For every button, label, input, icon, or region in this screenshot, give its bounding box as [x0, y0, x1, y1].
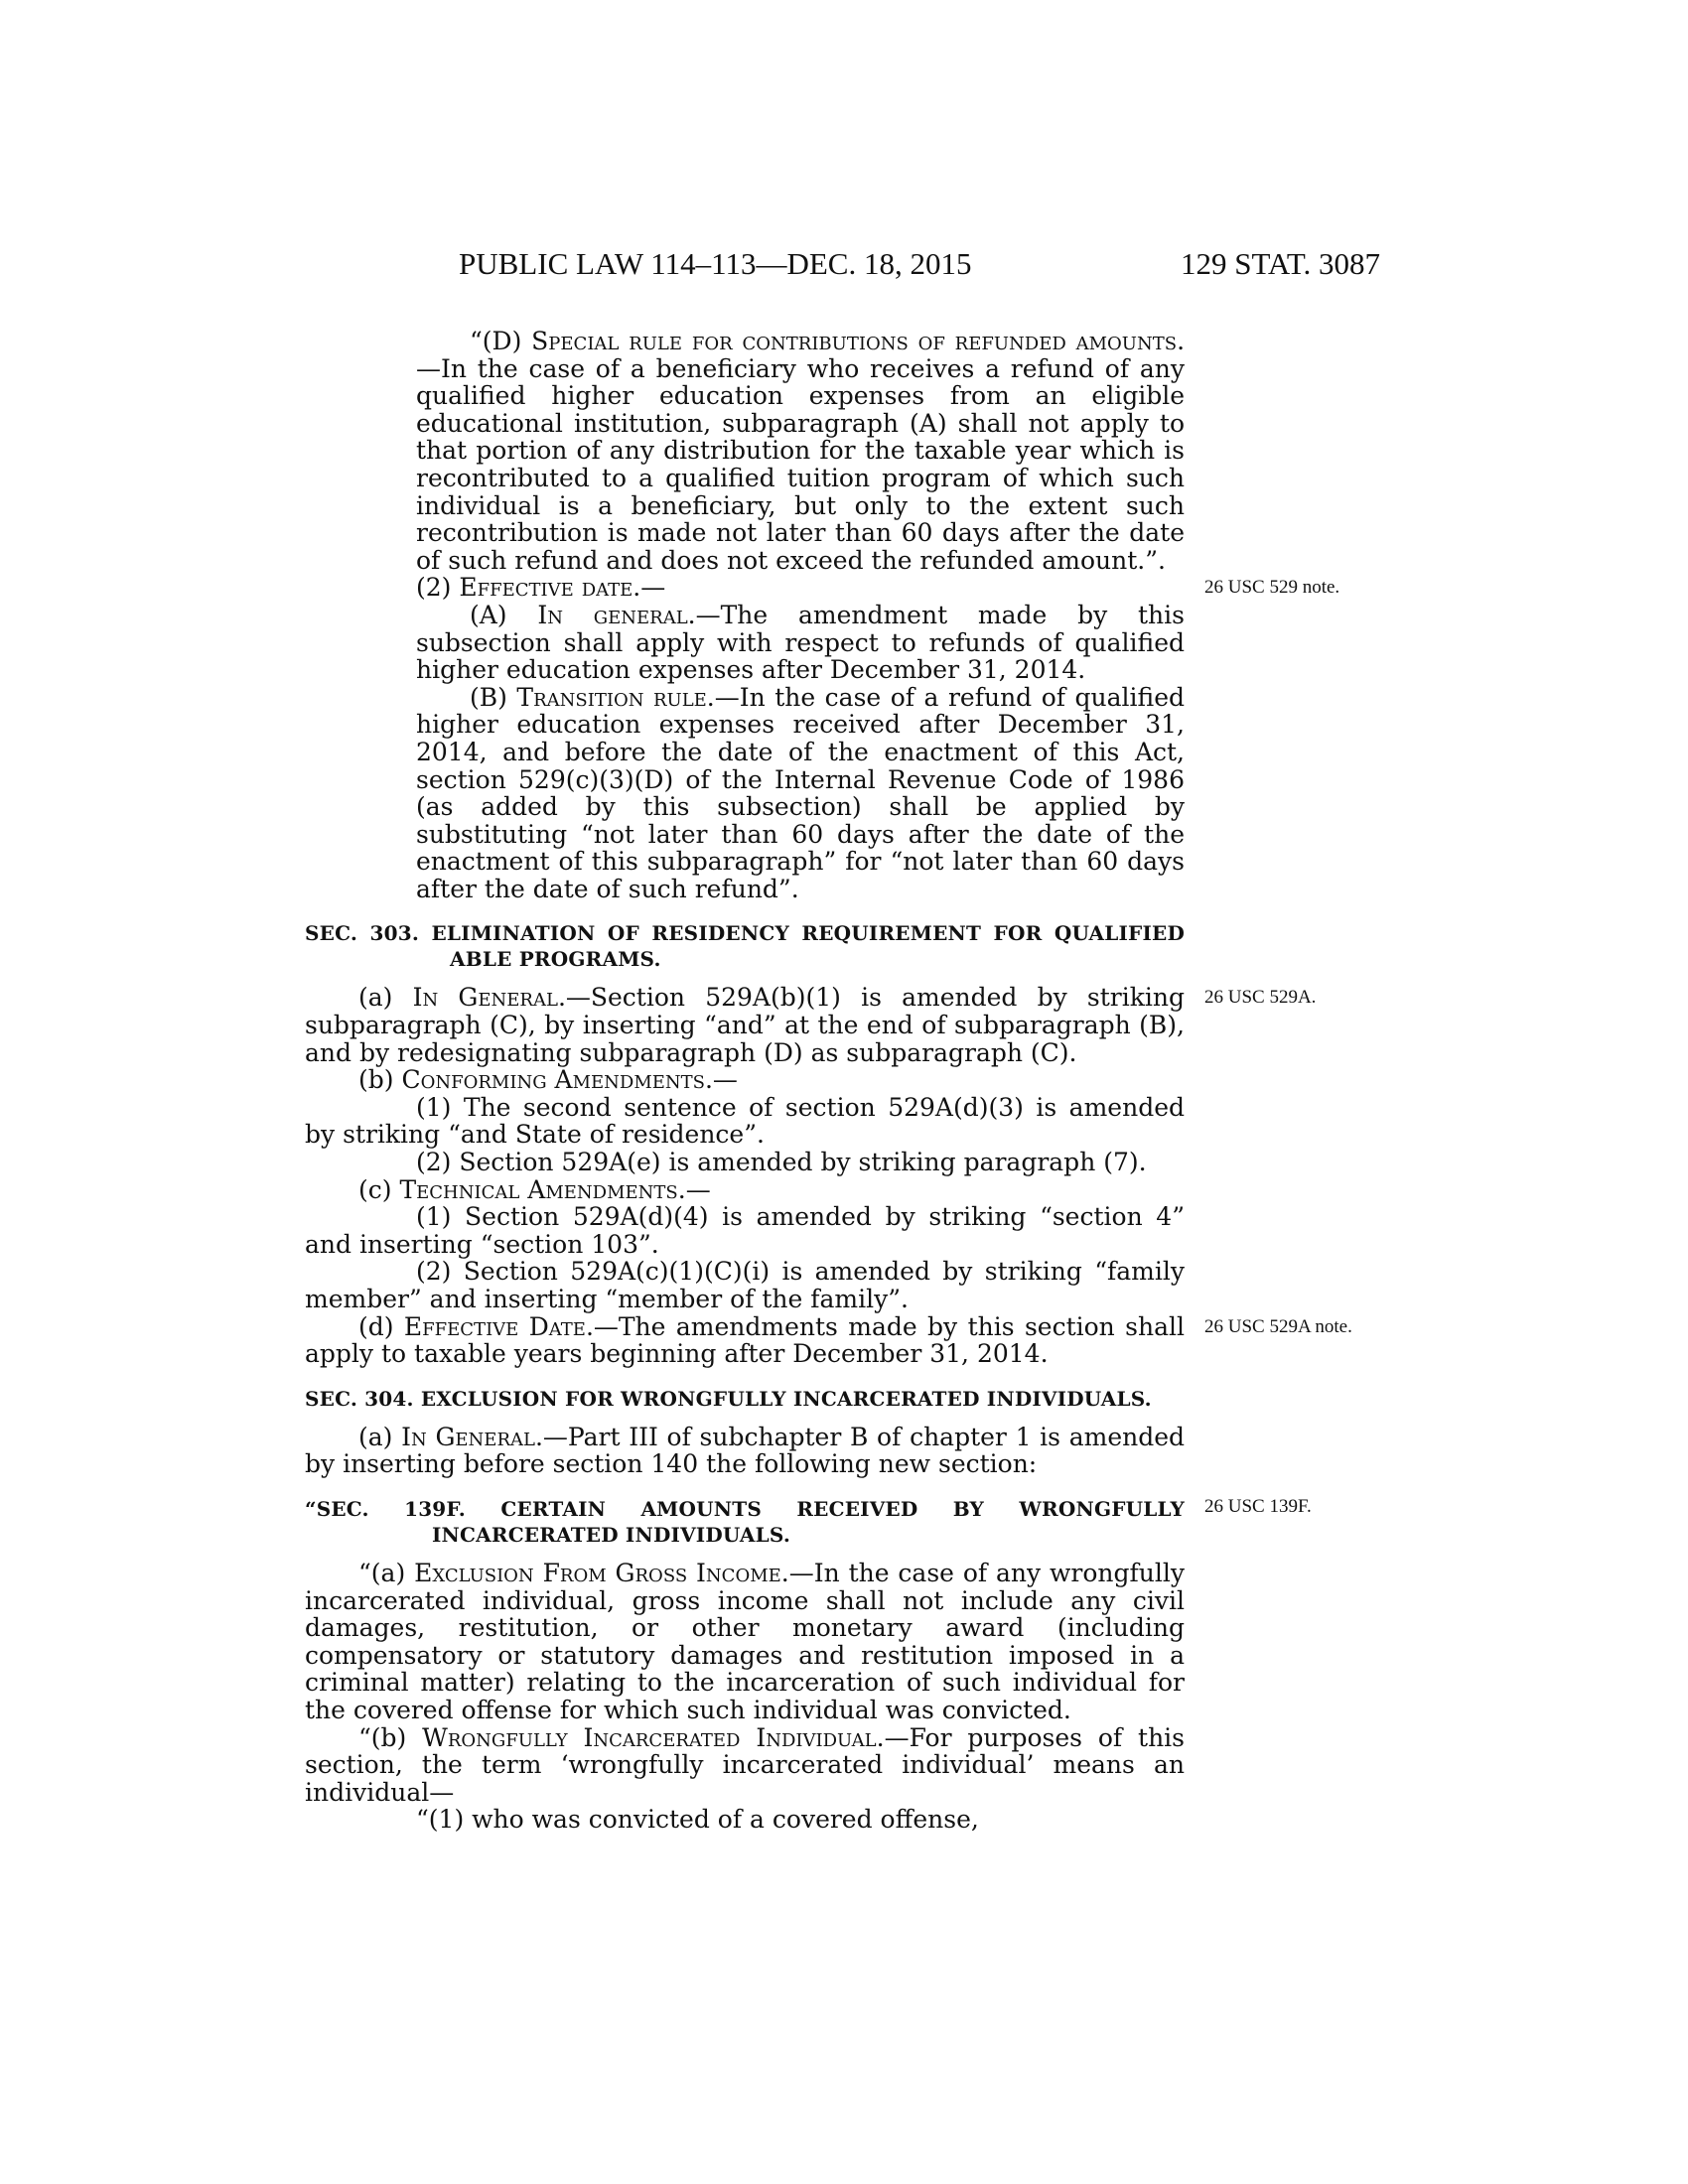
section-304-heading: SEC. 304. EXCLUSION FOR WRONGFULLY INCARCERATED INDIVIDUALS.	[305, 1386, 1152, 1411]
section-303-heading: SEC. 303. ELIMINATION OF RESIDENCY REQUIREMENT FOR QUALIFIED ABLE PROGRAMS.	[305, 921, 1185, 972]
paragraph-d-special-rule: “(D) Special rule for contributions of refunded amounts.—In the case of a beneficiary who receives a refund of any qualified higher education expenses from an eligible educational institution, subparagraph (A) shall not apply to that portion of any distribution for the taxable year which is recontributed to a qualified tuition program of which such individual is a beneficiary, but only to the extent such recontribution is made not later than 60 days after the date of such refund and does not exceed the refunded amount.”.	[416, 327, 1186, 575]
subparagraph-a-in-general: (A) In general.—The amendment made by this subsection shall apply with respect to refunds of qualified higher education expenses after December 31, 2014.	[416, 600, 1185, 685]
margin-note-529a-note: 26 USC 529A note.	[1204, 1315, 1352, 1337]
section-139f-heading: “SEC. 139F. CERTAIN AMOUNTS RECEIVED BY WRONGFULLY INCARCERATED INDIVIDUALS.	[305, 1496, 1185, 1547]
margin-note-529a: 26 USC 529A.	[1204, 987, 1317, 1009]
section-303-b: (b) Conforming Amendments.—	[358, 1065, 738, 1095]
section-303-b-2: (2) Section 529A(e) is amended by striking paragraph (7).	[416, 1148, 1147, 1177]
public-law-citation: PUBLIC LAW 114–113—DEC. 18, 2015	[459, 246, 972, 281]
section-303-c-2: (2) Section 529A(c)(1)(C)(i) is amended by striking “family member” and inserting “member of the family”.	[305, 1257, 1185, 1313]
section-139f-b-1: “(1) who was convicted of a covered offense,	[416, 1805, 979, 1835]
section-139f-block	[305, 1495, 1312, 1548]
section-303-a-block	[305, 983, 1317, 1067]
document-body	[305, 327, 1352, 1835]
section-304-a: (a) In General.—Part III of subchapter B of chapter 1 is amended by inserting before section 140 the following new section:	[305, 1422, 1186, 1479]
section-139f-a: “(a) Exclusion From Gross Income.—In the case of any wrongfully incarcerated individual, gross income shall not include any civil damages, restitution, or other monetary award (including compensatory or statutory damages and restitution imposed in a criminal matter) relating to the incarceration of such individual for the covered offense for which such individual was convicted.	[305, 1558, 1185, 1724]
section-303-c-1: (1) Section 529A(d)(4) is amended by striking “section 4” and inserting “section 103”.	[305, 1202, 1185, 1259]
page-header	[459, 246, 1380, 286]
section-303-a: (a) In General.—Section 529A(b)(1) is amended by striking subparagraph (C), by inserting “and” at the end of subparagraph (B), and by redesignating subparagraph (D) as subparagraph (C).	[305, 983, 1186, 1067]
section-303-d-block	[305, 1311, 1352, 1369]
margin-note-139f: 26 USC 139F.	[1204, 1495, 1312, 1517]
section-303-b-1: (1) The second sentence of section 529A(d)(3) is amended by striking “and State of residence”.	[305, 1092, 1185, 1150]
paragraph-2-block	[305, 573, 1340, 603]
subparagraph-b-transition-rule: (B) Transition rule.—In the case of a refund of qualified higher education expenses received after December 31, 2014, and before the date of the enactment of this Act, section 529(c)(3)(D) of the Internal Revenue Code of 1986 (as added by this subsection) shall be applied by substituting “not later than 60 days after the date of the enactment of this subparagraph” for “not later than 60 days after the date of such refund”.	[416, 682, 1185, 903]
paragraph-2-effective-date: (2) Effective date.—	[416, 573, 666, 603]
statute-page-number: 129 STAT. 3087	[1180, 246, 1380, 281]
section-303-c: (c) Technical Amendments.—	[358, 1174, 711, 1204]
section-139f-b: “(b) Wrongfully Incarcerated Individual.—For purposes of this section, the term ‘wrongfully incarcerated individual’ means an individual—	[305, 1722, 1185, 1807]
margin-note-529: 26 USC 529 note.	[1204, 577, 1340, 599]
section-303-d: (d) Effective Date.—The amendments made by this section shall apply to taxable years beginning after December 31, 2014.	[305, 1311, 1186, 1369]
